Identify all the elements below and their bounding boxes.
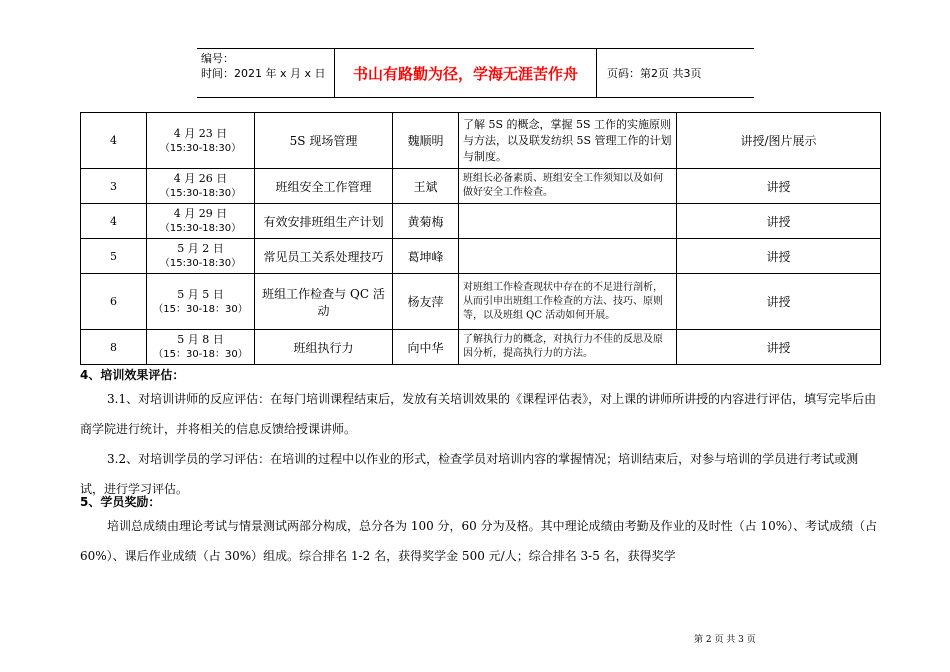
date: 5 月 2 日 — [177, 242, 224, 255]
header-motto-cell — [335, 49, 597, 97]
row-number: 4 — [81, 204, 147, 239]
section-5-heading: 5、学员奖励： — [80, 495, 161, 509]
time: （15:30-18:30） — [159, 188, 242, 199]
training-schedule-table — [80, 112, 881, 365]
teaching-method: 讲授 — [677, 169, 881, 204]
date: 5 月 5 日 — [177, 287, 224, 301]
course-title: 班组执行力 — [255, 330, 393, 365]
section-5-paragraph-1: 培训总成绩由理论考试与情景测试两部分构成，总分各为 100 分，60 分为及格。其中理论成绩由考勤及作业的及时性（占 10%）、考试成绩（占 60%）、课后作业成绩（占 30%）组成。综合排名 1-2 名，获得奖学金 500 元/人；综合排名 3-5 名，获得奖学 — [80, 519, 878, 563]
teaching-method: 讲授 — [677, 239, 881, 274]
row-number: 8 — [81, 330, 147, 365]
section-4-heading: 4、培训效果评估： — [80, 368, 185, 382]
lecturer: 黄菊梅 — [393, 204, 459, 239]
table-row — [81, 169, 881, 204]
course-content: 了解 5S 的概念，掌握 5S 工作的实施原则与方法，以及联发纺织 5S 管理工作的计划与制度。 — [459, 113, 677, 169]
teaching-method: 讲授 — [677, 204, 881, 239]
row-number: 5 — [81, 239, 147, 274]
course-title: 常见员工关系处理技巧 — [255, 239, 393, 274]
lecturer: 葛坤峰 — [393, 239, 459, 274]
table-row — [81, 204, 881, 239]
course-content — [459, 239, 677, 274]
lecturer: 魏顺明 — [393, 113, 459, 169]
lecturer: 向中华 — [393, 330, 459, 365]
lecturer: 王斌 — [393, 169, 459, 204]
row-number: 6 — [81, 274, 147, 330]
time: （15:30-18:30） — [159, 223, 242, 234]
page-footer: 第 2 页 共 3 页 — [694, 635, 756, 645]
course-content: 对班组工作检查现状中存在的不足进行剖析，从而引申出班组工作检查的方法、技巧、原则等，以及班组 QC 活动如何开展。 — [459, 274, 677, 330]
course-title: 班组工作检查与 QC 活动 — [255, 274, 393, 330]
course-content: 班组长必备素质、班组安全工作须知以及如何做好安全工作检查。 — [459, 169, 677, 204]
teaching-method: 讲授 — [677, 274, 881, 330]
time: （15：30-18：30） — [153, 349, 248, 360]
page-header — [197, 48, 754, 98]
table-row — [81, 330, 881, 365]
teaching-method: 讲授/图片展示 — [677, 113, 881, 169]
row-number: 4 — [81, 113, 147, 169]
date-cell — [147, 113, 255, 169]
header-date-label: 时间：2021 年 x 月 x 日 — [201, 67, 326, 80]
date: 4 月 23 日 — [173, 126, 228, 140]
date-cell — [147, 274, 255, 330]
date-cell — [147, 239, 255, 274]
time: （15：30-18：30） — [153, 303, 248, 315]
teaching-method: 讲授 — [677, 330, 881, 365]
section-4-paragraph-1: 3.1、对培训讲师的反应评估：在每门培训课程结束后，发放有关培训效果的《课程评估表》，对上课的讲师所讲授的内容进行评估，填写完毕后由商学院进行统计，并将相关的信息反馈给授课讲师。 — [80, 392, 877, 436]
header-meta — [197, 49, 335, 97]
table-row — [81, 239, 881, 274]
table-row — [81, 274, 881, 330]
date: 5 月 8 日 — [177, 333, 224, 346]
time: （15:30-18:30） — [159, 142, 242, 154]
date-cell — [147, 330, 255, 365]
section-4-paragraph-2: 3.2、对培训学员的学习评估：在培训的过程中以作业的形式，检查学员对培训内容的掌握情况；培训结束后，对参与培训的学员进行考试或测试，进行学习评估。 — [80, 452, 859, 496]
time: （15:30-18:30） — [159, 258, 242, 269]
lecturer: 杨友萍 — [393, 274, 459, 330]
header-number-label: 编号： — [201, 52, 234, 65]
row-number: 3 — [81, 169, 147, 204]
header-page-label: 页码：第2页 共3页 — [607, 67, 702, 80]
date: 4 月 29 日 — [173, 207, 228, 220]
header-motto: 书山有路勤为径，学海无涯苦作舟 — [352, 64, 578, 83]
table-row — [81, 113, 881, 169]
course-content — [459, 204, 677, 239]
date-cell — [147, 204, 255, 239]
course-title: 有效安排班组生产计划 — [255, 204, 393, 239]
date-cell — [147, 169, 255, 204]
course-content: 了解执行力的概念，对执行力不佳的反思及原因分析，提高执行力的方法。 — [459, 330, 677, 365]
date: 4 月 26 日 — [173, 172, 228, 185]
course-title: 5S 现场管理 — [255, 113, 393, 169]
course-title: 班组安全工作管理 — [255, 169, 393, 204]
